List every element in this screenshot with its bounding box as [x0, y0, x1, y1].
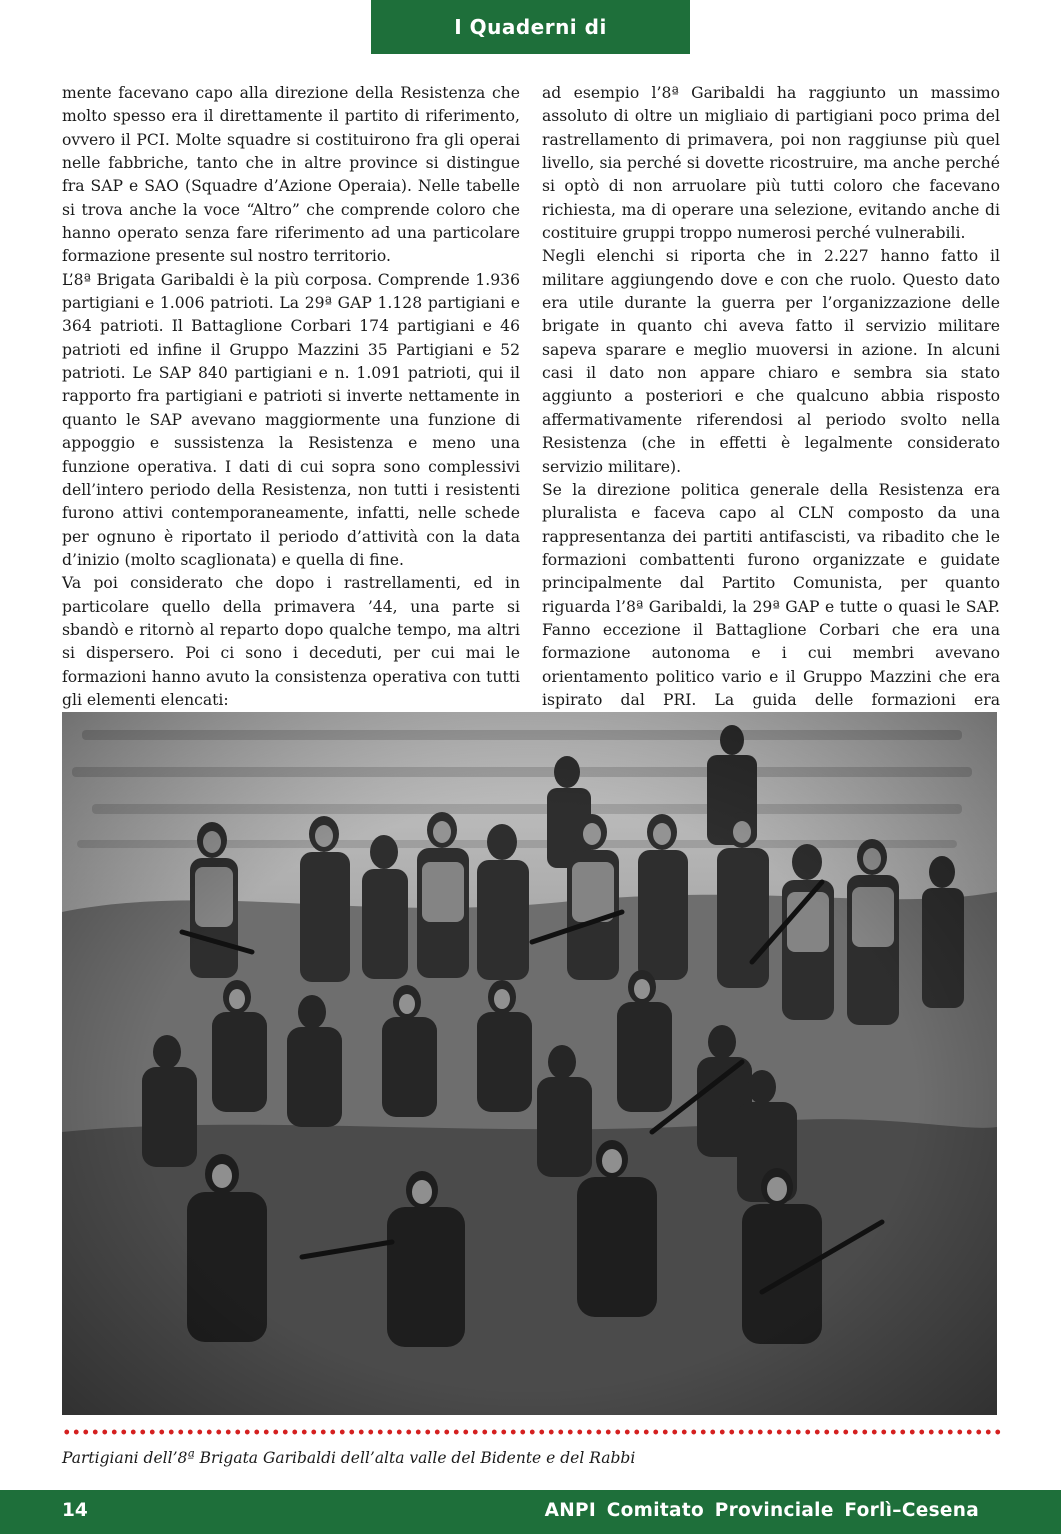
left-text-column — [62, 82, 520, 712]
body-paragraph: mente facevano capo alla direzione della Resistenza che molto spesso era il direttamente il partito di riferimento, ovvero il PCI. Molte squadre si costituirono fra gli operai nelle fabbriche, tanto che in altre province si distingue fra SAP e SAO (Squadre d’Azione Operaia). Nelle tabelle si trova anche la voce “Altro” che comprende coloro che hanno operato senza fare riferimento ad una particolare formazione presente sul nostro territorio. — [62, 84, 520, 266]
footer-organization: ANPI Comitato Provinciale Forlì–Cesena — [544, 1500, 979, 1521]
partisans-group-photo — [62, 712, 997, 1415]
body-paragraph: ad esempio l’8ª Garibaldi ha raggiunto un massimo assoluto di oltre un migliaio di partigiani poco prima del rastrellamento di primavera, poi non raggiunse più quel livello, sia perché si dovette ricostruire, ma anche perché si optò di non arruolare più tutti coloro che facevano richiesta, ma di operare una selezione, evitando anche di costituire gruppi troppo numerosi perché vulnerabili. — [542, 84, 1000, 243]
header-title: I Quaderni di — [454, 15, 607, 39]
photo-illustration — [62, 712, 997, 1415]
page-footer — [0, 1490, 1061, 1534]
page-number: 14 — [62, 1500, 88, 1521]
figure-caption: Partigiani dell’8ª Brigata Garibaldi dell’alta valle del Bidente e del Rabbi — [62, 1449, 636, 1467]
dotted-divider — [62, 1428, 1002, 1436]
body-paragraph: L’8ª Brigata Garibaldi è la più corposa. Comprende 1.936 partigiani e 1.006 patrioti. La 29ª GAP 1.128 partigiani e 364 patrioti. Il Battaglione Corbari 174 partigiani e 46 patrioti ed infine il Gruppo Mazzini 35 Partigiani e 52 patrioti. Le SAP 840 partigiani e n. 1.091 patrioti, qui il rapporto fra partigiani e patrioti si inverte nettamente in quanto le SAP avevano maggiormente una funzione di appoggio e sussistenza la Resistenza e meno una funzione operativa. I dati di cui sopra sono complessivi dell’intero periodo della Resistenza, non tutti i resistenti furono attivi contemporaneamente, infatti, nelle schede per ognuno è riportato il periodo d’attività con la data d’inizio (molto scaglionata) e quella di fine. — [62, 270, 520, 569]
body-paragraph: Negli elenchi si riporta che in 2.227 hanno fatto il militare aggiungendo dove e con che ruolo. Questo dato era utile durante la guerra per l’organizzazione delle brigate in quanto chi aveva fatto il servizio militare sapeva sparare e meglio muoversi in azione. In alcuni casi il dato non appare chiaro e sembra sia stato aggiunto a posteriori e che qualcuno abbia risposto affermativamente riferendosi al periodo svolto nella Resistenza (che in effetti è legalmente considerato servizio militare). — [542, 247, 1000, 476]
right-text-column — [542, 82, 1000, 736]
body-paragraph: Se la direzione politica generale della Resistenza era pluralista e faceva capo al CLN composto da una rappresentanza dei partiti antifascisti, va ribadito che le formazioni combattenti furono organizzate e guidate principalmente dal Partito Comunista, per quanto riguarda l’8ª Garibaldi, la 29ª GAP e tutte o quasi le SAP. Fanno eccezione il Battaglione Corbari che era una formazione autonoma e i cui membri avevano orientamento politico vario e il Gruppo Mazzini che era ispirato dal PRI. La guida delle formazioni era — [542, 480, 1000, 709]
running-header — [371, 0, 690, 54]
body-paragraph: Va poi considerato che dopo i rastrellamenti, ed in particolare quello della primavera ’44, una parte si sbandò e ritornò al reparto dopo qualche tempo, ma altri si dispersero. Poi ci sono i deceduti, per cui mai le formazioni hanno avuto la consistenza operativa con tutti gli elementi elencati: — [62, 574, 520, 709]
